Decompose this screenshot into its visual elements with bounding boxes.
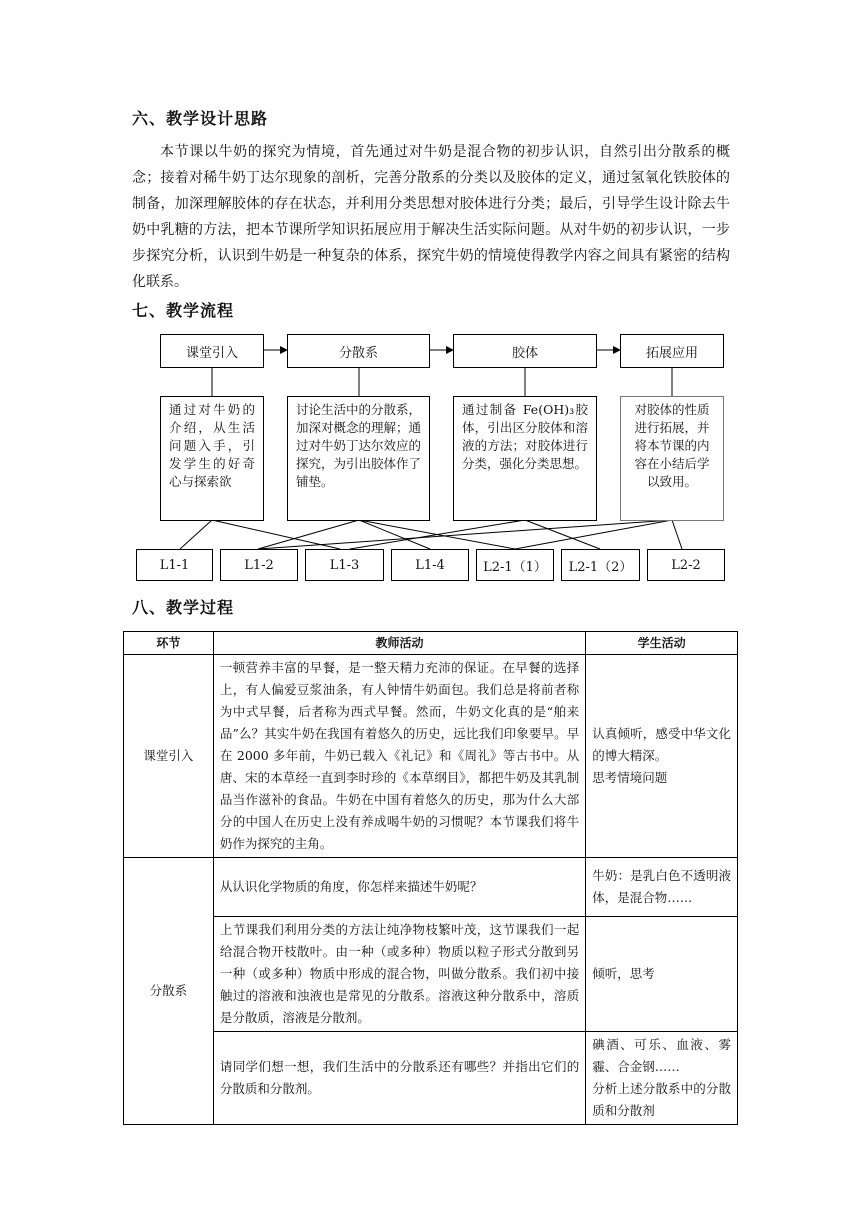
stage-box-intro: 课堂引入: [160, 334, 264, 368]
column-header-section: 环节: [124, 632, 214, 655]
section-7-heading: 七、教学流程: [132, 301, 235, 320]
section-6-heading: 六、教学设计思路: [132, 109, 269, 128]
student-activity-line: 碘酒、可乐、血液、雾霾、合金钢……: [592, 1037, 731, 1074]
student-activity-cell: [586, 655, 738, 858]
section-cell: 课堂引入: [124, 655, 214, 858]
level-box-l2-2: L2-2: [647, 549, 725, 581]
table-row: [124, 917, 738, 1032]
column-header-teacher: 教师活动: [213, 632, 585, 655]
stage-box-dispersion: 分散系: [287, 334, 430, 368]
stage-box-colloid: 胶体: [453, 334, 597, 368]
level-box-l1-2: L1-2: [220, 549, 298, 581]
teacher-activity-cell: 一顿营养丰富的早餐，是一整天精力充沛的保证。在早餐的选择上，有人偏爱豆浆油条，有人钟情牛奶面包。我们总是将前者称为中式早餐，后者称为西式早餐。然而，牛奶文化真的是“舶来品”么？其实牛奶在我国有着悠久的历史，远比我们印象要早。早在 2000 多年前，牛奶已载入《礼记》和《周礼》等古书中。从唐、宋的本草经一直到李时珍的《本草纲目》，都把牛奶及其乳制品当作滋补的食品。牛奶在中国有着悠久的历史，那为什么大部分的中国人在历史上没有养成喝牛奶的习惯呢？本节课我们将牛奶作为探究的主角。: [213, 655, 585, 858]
stage-description-dispersion: 讨论生活中的分散系，加深对概念的理解；通过对牛奶丁达尔效应的探究，为引出胶体作了铺垫。: [287, 396, 430, 521]
column-header-student: 学生活动: [586, 632, 738, 655]
student-activity-line: 认真倾听，感受中华文化的博大精深。: [592, 726, 731, 763]
stage-description-intro: 通过对牛奶的介绍，从生活问题入手，引发学生的好奇心与探索欲: [160, 396, 264, 521]
level-box-l1-4: L1-4: [391, 549, 469, 581]
table-header-row: [124, 632, 738, 655]
teacher-activity-cell: 从认识化学物质的角度，你怎样来描述牛奶呢？: [213, 858, 585, 917]
section-cell: 分散系: [124, 858, 214, 1125]
teaching-process-table: [123, 631, 738, 1125]
section-6-paragraph: 本节课以牛奶的探究为情境，首先通过对牛奶是混合物的初步认识，自然引出分散系的概念；接着对稀牛奶丁达尔现象的剖析，完善分散系的分类以及胶体的定义，通过氢氧化铁胶体的制备，加深理解胶体的存在状态，并利用分类思想对胶体进行分类；最后，引导学生设计除去牛奶中乳糖的方法，把本节课所学知识拓展应用于解决生活实际问题。从对牛奶的初步认识，一步步探究分析，认识到牛奶是一种复杂的体系，探究牛奶的情境使得教学内容之间具有紧密的结构化联系。: [132, 144, 730, 290]
level-box-l2-1-1: L2-1（1）: [476, 549, 554, 581]
teacher-activity-cell: 请同学们想一想，我们生活中的分散系还有哪些？并指出它们的分散质和分散剂。: [213, 1032, 585, 1125]
level-box-l1-1: L1-1: [136, 549, 213, 581]
student-activity-cell: [586, 858, 738, 917]
student-activity-line: 牛奶：是乳白色不透明液体，是混合物……: [592, 868, 731, 905]
level-box-l1-3: L1-3: [305, 549, 384, 581]
table-row: [124, 655, 738, 858]
stage-box-extension: 拓展应用: [620, 334, 724, 368]
table-row: [124, 1032, 738, 1125]
student-activity-line: 倾听，思考: [592, 966, 655, 981]
student-activity-line: 分析上述分散系中的分散质和分散剂: [592, 1081, 731, 1118]
student-activity-line: 思考情境问题: [592, 770, 668, 785]
stage-description-extension: 对胶体的性质进行拓展，并将本节课的内容在小结后学以致用。: [620, 396, 724, 521]
section-8-heading: 八、教学过程: [132, 598, 235, 617]
teacher-activity-cell: 上节课我们利用分类的方法让纯净物枝繁叶茂，这节课我们一起给混合物开枝散叶。由一种（或多种）物质以粒子形式分散到另一种（或多种）物质中形成的混合物，叫做分散系。我们初中接触过的溶液和浊液也是常见的分散系。溶液这种分散系中，溶质是分散质，溶液是分散剂。: [213, 917, 585, 1032]
table-row: [124, 858, 738, 917]
student-activity-cell: [586, 1032, 738, 1125]
student-activity-cell: [586, 917, 738, 1032]
stage-description-colloid: 通过制备 Fe(OH)₃胶体，引出区分胶体和溶液的方法；对胶体进行分类，强化分类思想。: [453, 396, 597, 521]
level-box-l2-1-2: L2-1（2）: [561, 549, 640, 581]
